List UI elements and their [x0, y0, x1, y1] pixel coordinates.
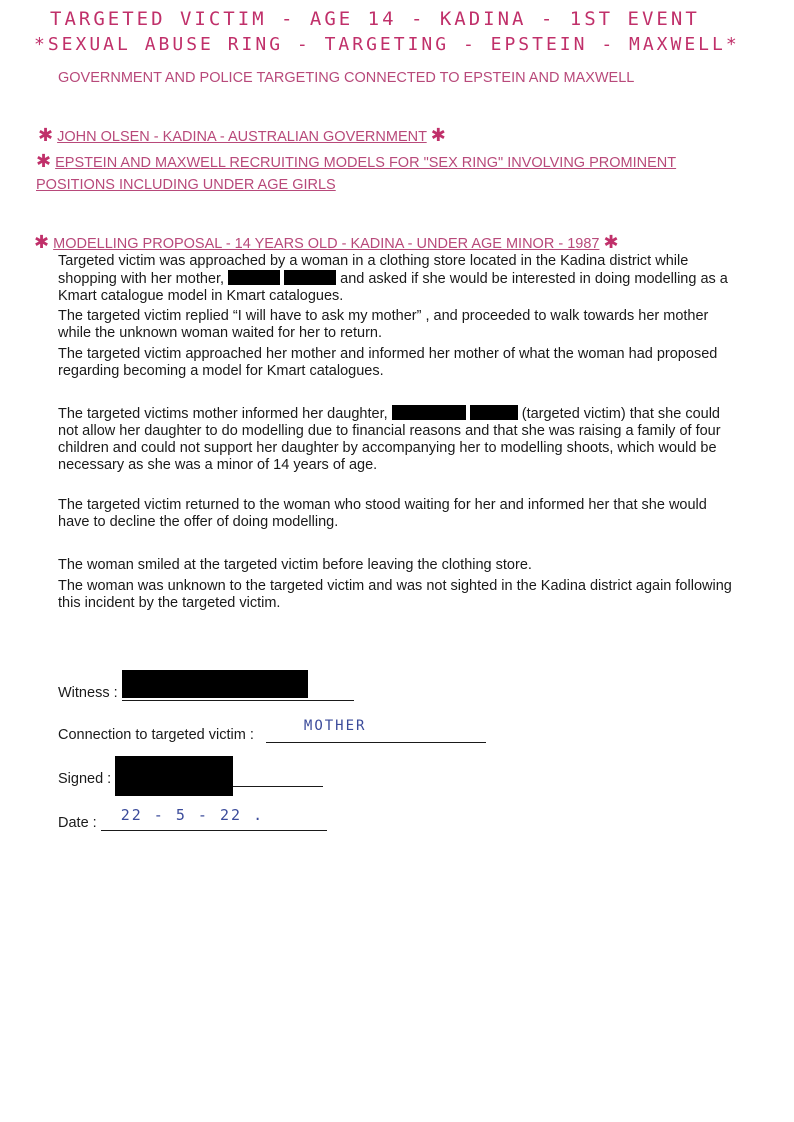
- date-label: Date :: [58, 815, 97, 831]
- witness-label: Witness :: [58, 685, 118, 701]
- paragraph-unknown-woman: The woman was unknown to the targeted victim and was not sighted in the Kadina district again following this incident by the targeted victim.: [58, 578, 732, 611]
- date-line: [101, 806, 327, 831]
- paragraph-decline: The targeted victim returned to the woman who stood waiting for her and informed her that she would have to decline the offer of doing modelling.: [58, 497, 707, 530]
- signed-label: Signed :: [58, 771, 112, 787]
- paragraph-smiled: The woman smiled at the targeted victim before leaving the clothing store.: [58, 557, 532, 573]
- signed-line: [115, 770, 323, 787]
- connection-line: [266, 718, 486, 743]
- star-icon: ✱: [36, 151, 52, 171]
- connection-label: Connection to targeted victim :: [58, 727, 254, 743]
- redaction-bar: [115, 756, 233, 796]
- redaction-bar: [470, 405, 518, 420]
- witness-row: [58, 684, 354, 701]
- redaction-bar: [122, 670, 308, 698]
- handwritten-title-line-1: TARGETED VICTIM - AGE 14 - KADINA - 1ST EVENT: [50, 8, 700, 30]
- olsen-heading: [38, 125, 446, 146]
- paragraph-text: (targeted victim) that she could not allow her daughter to do modelling due to financial reasons and that she was raising a family of four children and could not support her daughter by accompanying her to modelling shoots, which would be necessary as she was a minor of 14 years of age.: [58, 406, 721, 473]
- modelling-heading-text: MODELLING PROPOSAL - 14 YEARS OLD - KADINA - UNDER AGE MINOR - 1987: [53, 236, 600, 252]
- paragraph-text: The targeted victims mother informed her daughter,: [58, 406, 388, 422]
- paragraph-informed: The targeted victim approached her mother and informed her mother of what the woman had proposed regarding becoming a model for Kmart catalogues.: [58, 346, 718, 379]
- connection-value: MOTHER: [303, 718, 367, 734]
- paragraph-mother-decision: [58, 405, 738, 474]
- date-row: [58, 806, 327, 831]
- star-icon: ✱: [38, 125, 54, 145]
- olsen-heading-text: JOHN OLSEN - KADINA - AUSTRALIAN GOVERNMENT: [57, 129, 427, 145]
- redaction-bar: [392, 405, 466, 420]
- paragraph-text: and asked if she would be interested in doing modelling as a Kmart catalogue model in Kmart catalogues.: [58, 271, 728, 304]
- star-icon: ✱: [430, 125, 446, 145]
- redaction-bar: [228, 270, 280, 285]
- star-icon: ✱: [34, 232, 50, 252]
- government-heading: GOVERNMENT AND POLICE TARGETING CONNECTED TO EPSTEIN AND MAXWELL: [58, 70, 635, 86]
- signed-row: [58, 770, 323, 787]
- handwritten-title-line-2: *SEXUAL ABUSE RING - TARGETING - EPSTEIN - MAXWELL*: [34, 34, 740, 55]
- paragraph-approach: [58, 253, 738, 305]
- star-icon: ✱: [603, 232, 619, 252]
- recruiting-heading: [36, 150, 746, 196]
- paragraph-text: Targeted victim was approached by a woman in a clothing store located in the Kadina district while shopping with her mother,: [58, 253, 689, 287]
- redaction-bar: [284, 270, 336, 285]
- connection-row: [58, 718, 486, 743]
- recruiting-heading-text: EPSTEIN AND MAXWELL RECRUITING MODELS FOR "SEX RING" INVOLVING PROMINENT POSITIONS INCLUDING UNDER AGE GIRLS: [36, 155, 677, 193]
- paragraph-reply: The targeted victim replied “I will have to ask my mother” , and proceeded to walk towards her mother while the unknown woman waited for her to return.: [58, 308, 709, 341]
- witness-line: [122, 684, 354, 701]
- date-value: 22 - 5 - 22 .: [120, 806, 265, 824]
- modelling-heading: [34, 232, 619, 253]
